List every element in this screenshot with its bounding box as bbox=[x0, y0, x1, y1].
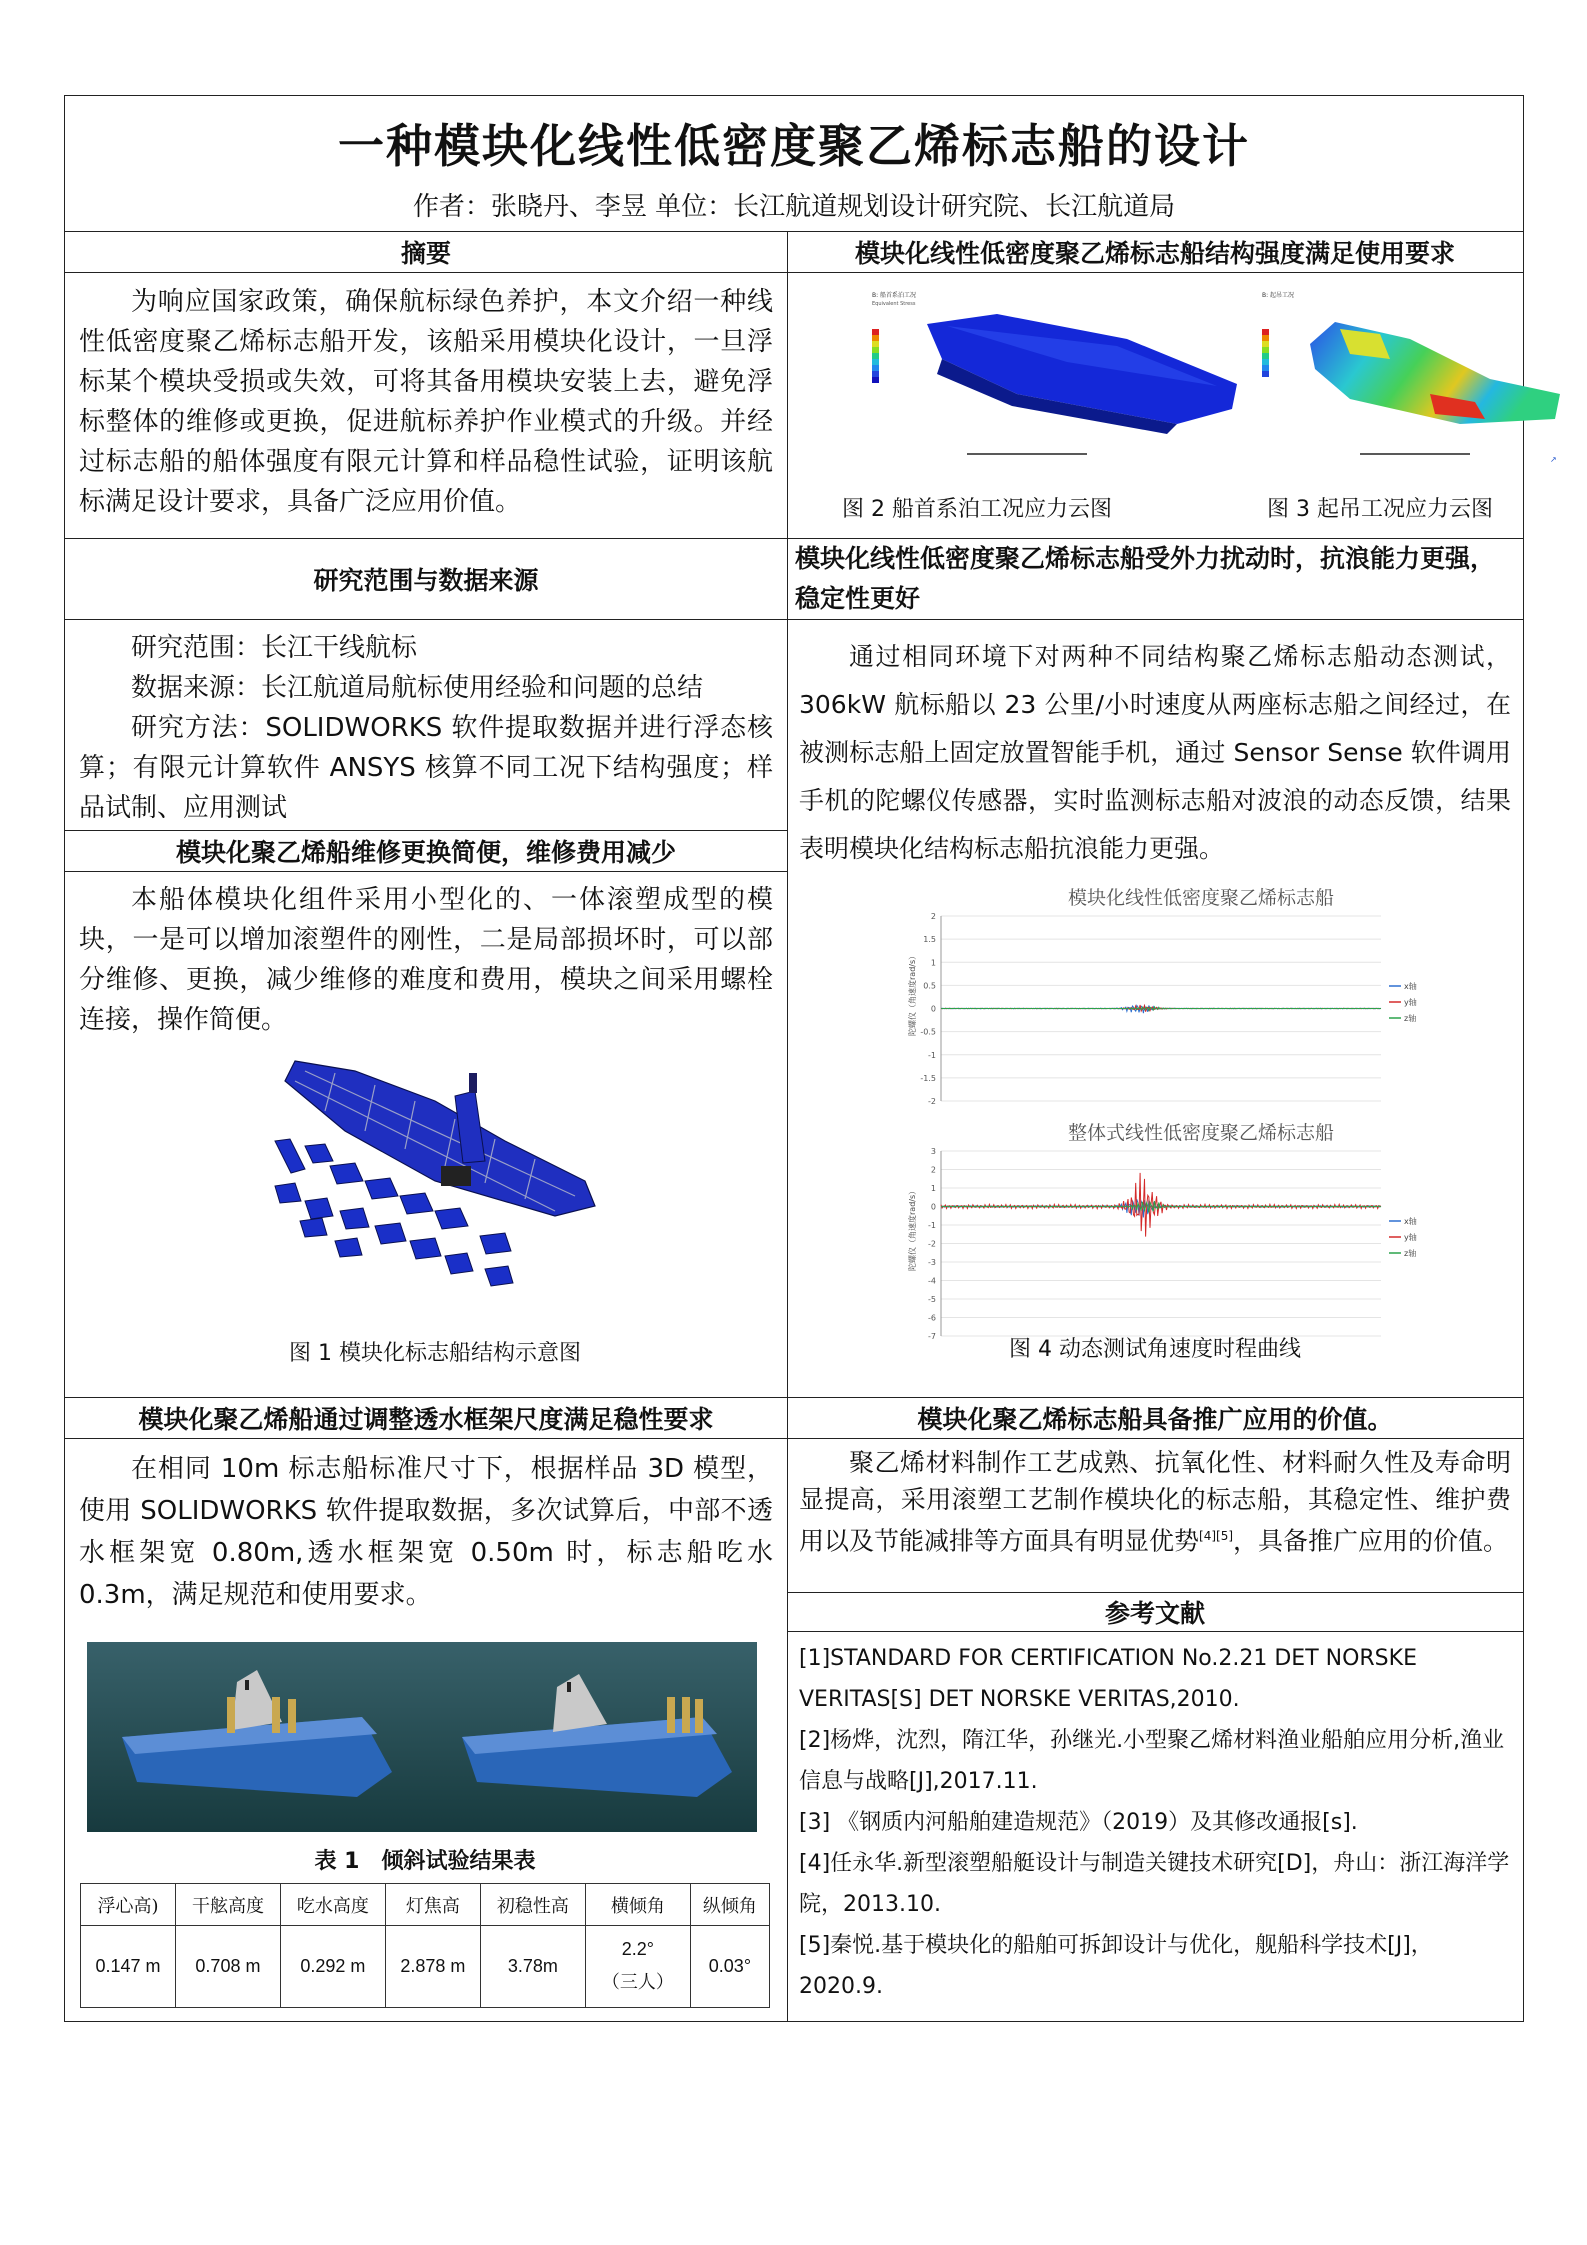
y-tick-label: 1.5 bbox=[923, 935, 936, 945]
table-header: 浮心高) bbox=[81, 1884, 176, 1926]
y-tick-label: 1 bbox=[930, 1184, 936, 1193]
legend-label: x轴 bbox=[1404, 982, 1417, 991]
table-header: 纵倾角 bbox=[690, 1884, 769, 1926]
y-tick-label: -1.5 bbox=[920, 1073, 936, 1083]
fig3-caption: 图 3 起吊工况应力云图 bbox=[1267, 497, 1493, 522]
chart2-title: 整体式线性低密度聚乙烯标志船 bbox=[1067, 1122, 1335, 1144]
fig2-caption: 图 2 船首系泊工况应力云图 bbox=[842, 497, 1112, 522]
reference-item: [1]STANDARD FOR CERTIFICATION No.2.21 DET NORSKE VERITAS[S] DET NORSKE VERITAS,2010. bbox=[799, 1646, 1417, 1712]
fig1-modular-structure-image bbox=[205, 1051, 645, 1311]
divider bbox=[65, 1438, 1523, 1439]
scope-text-block bbox=[79, 628, 773, 828]
legend-label: y轴 bbox=[1404, 1233, 1417, 1242]
table-cell: 0.03° bbox=[690, 1926, 769, 2008]
scope-method: 研究方法：SOLIDWORKS 软件提取数据并进行浮态核算；有限元计算软件 ANSYS 核算不同工况下结构强度；样品试制、应用测试 bbox=[79, 713, 773, 823]
chart1-ylabel: 陀螺仪（角速度rad/s） bbox=[908, 951, 917, 1036]
y-tick-label: 0 bbox=[930, 1202, 936, 1212]
legend-label: z轴 bbox=[1404, 1014, 1417, 1023]
heel-angle-note: （三人） bbox=[601, 1972, 674, 1992]
divider bbox=[787, 1631, 1523, 1632]
y-tick-label: 0 bbox=[930, 1004, 936, 1014]
table-cell-heel bbox=[585, 1926, 690, 2008]
divider bbox=[65, 871, 787, 872]
y-tick-label: 2 bbox=[930, 1165, 936, 1175]
series-line-3 bbox=[941, 1007, 1381, 1011]
scope-heading: 研究范围与数据来源 bbox=[313, 566, 539, 595]
table-cell: 0.147 m bbox=[81, 1926, 176, 2008]
table-caption: 表 1 倾斜试验结果表 bbox=[314, 1849, 536, 1874]
y-tick-label: -2 bbox=[928, 1097, 936, 1106]
y-tick-label: 2 bbox=[930, 912, 936, 921]
strength-heading: 模块化线性低密度聚乙烯标志船结构强度满足使用要求 bbox=[854, 239, 1455, 268]
column-divider bbox=[787, 231, 788, 2021]
table-row bbox=[81, 1926, 770, 2008]
y-tick-label: -4 bbox=[928, 1276, 936, 1286]
y-tick-label: -0.5 bbox=[920, 1027, 936, 1037]
table-header: 初稳性高 bbox=[480, 1884, 585, 1926]
table-header-row bbox=[81, 1884, 770, 1926]
poster-title: 一种模块化线性低密度聚乙烯标志船的设计 bbox=[338, 119, 1250, 173]
references-heading: 参考文献 bbox=[1104, 1599, 1205, 1628]
table-cell: 2.878 m bbox=[385, 1926, 480, 2008]
promotion-citation: [4][5] bbox=[1199, 1529, 1234, 1543]
y-tick-label: -1 bbox=[928, 1221, 936, 1230]
y-tick-label: -2 bbox=[928, 1239, 936, 1249]
legend-label: y轴 bbox=[1404, 998, 1417, 1007]
series-line-2 bbox=[941, 1173, 1381, 1237]
stability-heading: 模块化聚乙烯船通过调整透水框架尺度满足稳性要求 bbox=[138, 1405, 714, 1434]
promotion-text bbox=[799, 1444, 1511, 1559]
tilt-test-table bbox=[80, 1883, 770, 2008]
chart2-ylabel: 陀螺仪（角速度rad/s） bbox=[908, 1186, 917, 1271]
table-header: 干舷高度 bbox=[175, 1884, 280, 1926]
fig1-caption: 图 1 模块化标志船结构示意图 bbox=[289, 1341, 581, 1366]
y-tick-label: 0.5 bbox=[923, 981, 936, 991]
y-tick-label: -7 bbox=[928, 1332, 936, 1341]
poster-frame bbox=[64, 95, 1557, 2022]
maintenance-heading: 模块化聚乙烯船维修更换简便，维修费用减少 bbox=[175, 838, 676, 867]
reference-item: [4]任永华.新型滚塑船艇设计与制造关键技术研究[D]，舟山：浙江海洋学院，2013.10. bbox=[799, 1851, 1510, 1917]
reference-item: [5]秦悦.基于模块化的船舶可拆卸设计与优化，舰船科学技术[J]，2020.9. bbox=[799, 1933, 1433, 1999]
heel-angle-value: 2.2° bbox=[621, 1939, 654, 1959]
legend-label: z轴 bbox=[1404, 1249, 1417, 1258]
fig3-stress-lifting-image bbox=[1260, 284, 1570, 469]
stability-3d-model-image bbox=[87, 1642, 757, 1832]
fig4-caption: 图 4 动态测试角速度时程曲线 bbox=[1009, 1337, 1301, 1362]
chart-modular-gyro bbox=[901, 886, 1441, 1111]
table-header: 灯焦高 bbox=[385, 1884, 480, 1926]
references-list bbox=[799, 1638, 1511, 2007]
table-cell: 3.78m bbox=[480, 1926, 585, 2008]
y-tick-label: 3 bbox=[930, 1147, 936, 1156]
y-tick-label: -1 bbox=[928, 1050, 936, 1060]
reference-item: [2]杨烨，沈烈，隋江华，孙继光.小型聚乙烯材料渔业船舶应用分析,渔业信息与战略[J],2017.11. bbox=[799, 1728, 1505, 1794]
divider bbox=[65, 272, 1523, 273]
scope-source: 数据来源：长江航道局航标使用经验和问题的总结 bbox=[131, 673, 704, 703]
maintenance-text: 本船体模块化组件采用小型化的、一体滚塑成型的模块，一是可以增加滚塑件的刚性，二是局部损坏时，可以部分维修、更换，减少维修的难度和费用，模块之间采用螺栓连接，操作简便。 bbox=[79, 885, 773, 1035]
table-header: 横倾角 bbox=[585, 1884, 690, 1926]
authors-line: 作者：张晓丹、李昱 单位：长江航道规划设计研究院、长江航道局 bbox=[412, 192, 1176, 222]
svg-text:B: 船首系泊工况: B: 船首系泊工况 bbox=[872, 292, 917, 299]
promotion-text-tail: ，具备推广应用的价值。 bbox=[1233, 1526, 1509, 1556]
promotion-heading: 模块化聚乙烯标志船具备推广应用的价值。 bbox=[917, 1405, 1393, 1434]
wave-heading: 模块化线性低密度聚乙烯标志船受外力扰动时，抗浪能力更强，稳定性更好 bbox=[795, 544, 1496, 613]
y-tick-label: 1 bbox=[930, 958, 936, 968]
table-cell: 0.708 m bbox=[175, 1926, 280, 2008]
svg-text:B: 起吊工况: B: 起吊工况 bbox=[1262, 292, 1295, 299]
abstract-heading: 摘要 bbox=[400, 239, 451, 268]
chart-integral-gyro bbox=[901, 1121, 1441, 1346]
svg-text:Equivalent Stress: Equivalent Stress bbox=[872, 301, 916, 307]
reference-item: [3] 《钢质内河船舶建造规范》（2019）及其修改通报[s]. bbox=[799, 1810, 1358, 1835]
table-header: 吃水高度 bbox=[280, 1884, 385, 1926]
legend-label: x轴 bbox=[1404, 1217, 1417, 1226]
scope-range: 研究范围：长江干线航标 bbox=[131, 633, 418, 663]
table-cell: 0.292 m bbox=[280, 1926, 385, 2008]
stability-text: 在相同 10m 标志船标准尺寸下，根据样品 3D 模型，使用 SOLIDWORKS 软件提取数据，多次试算后，中部不透水框架宽 0.80m,透水框架宽 0.50m 时，标志船吃水 0.3m，满足规范和使用要求。 bbox=[79, 1454, 773, 1610]
chart1-title: 模块化线性低密度聚乙烯标志船 bbox=[1067, 887, 1335, 909]
y-tick-label: -5 bbox=[928, 1295, 936, 1304]
svg-text:↗: ↗ bbox=[1550, 455, 1557, 464]
promotion-text-main: 聚乙烯材料制作工艺成熟、抗氧化性、材料耐久性及寿命明显提高，采用滚塑工艺制作模块化的标志船，其稳定性、维护费用以及节能减排等方面具有明显优势 bbox=[799, 1448, 1511, 1556]
y-tick-label: -3 bbox=[928, 1258, 936, 1267]
wave-text: 通过相同环境下对两种不同结构聚乙烯标志船动态测试，306kW 航标船以 23 公里/小时速度从两座标志船之间经过，在被测标志船上固定放置智能手机，通过 Sensor Sense 软件调用手机的陀螺仪传感器，实时监测标志船对波浪的动态反馈，结果表明模块化结构标志船抗浪能力更强。 bbox=[799, 642, 1511, 863]
y-tick-label: -6 bbox=[928, 1313, 936, 1323]
abstract-text: 为响应国家政策，确保航标绿色养护，本文介绍一种线性低密度聚乙烯标志船开发，该船采用模块化设计，一旦浮标某个模块受损或失效，可将其备用模块安装上去，避免浮标整体的维修或更换，促进航标养护作业模式的升级。并经过标志船的船体强度有限元计算和样品稳性试验，证明该航标满足设计要求，具备广泛应用价值。 bbox=[79, 287, 773, 517]
fig2-stress-mooring-image bbox=[867, 284, 1252, 469]
divider bbox=[65, 619, 1523, 620]
